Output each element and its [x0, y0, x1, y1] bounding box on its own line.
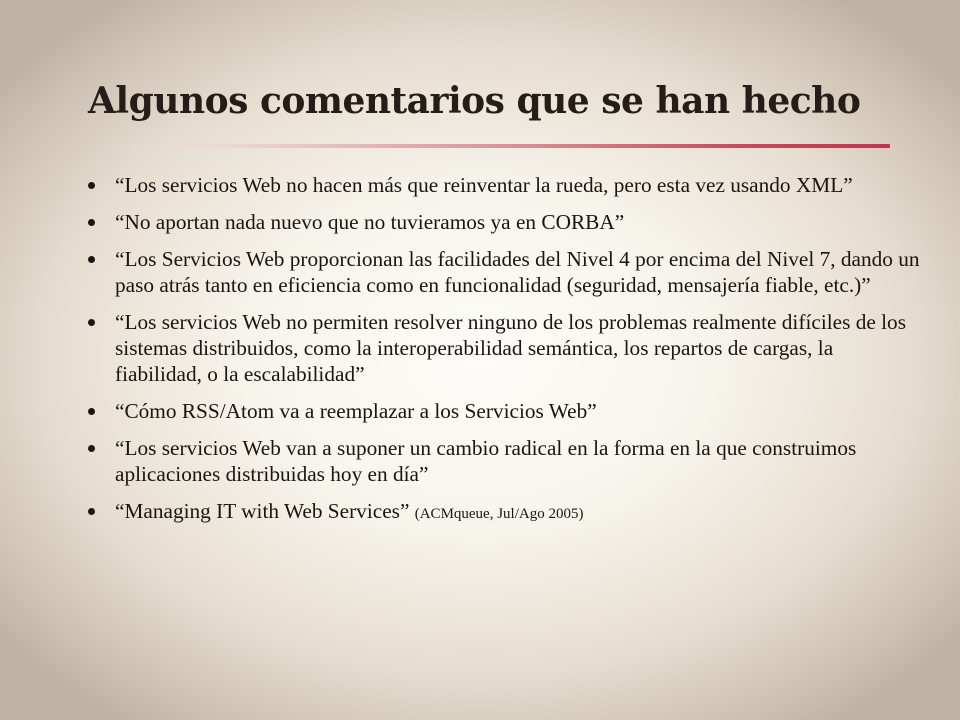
bullet-list	[88, 172, 924, 538]
bullet-text: “Managing IT with Web Services”	[115, 499, 410, 523]
bullet-item	[88, 209, 924, 235]
bullet-text: “Los servicios Web no hacen más que reinventar la rueda, pero esta vez usando XML”	[115, 173, 853, 197]
bullet-item	[88, 309, 924, 387]
bullet-item	[88, 172, 924, 198]
bullet-text: “No aportan nada nuevo que no tuvieramos ya en CORBA”	[115, 210, 625, 234]
bullet-text: “Los servicios Web van a suponer un cambio radical en la forma en la que construimos aplicaciones distribuidas hoy en día”	[115, 436, 857, 486]
bullet-item	[88, 435, 924, 487]
bullet-dot-icon	[88, 256, 95, 263]
bullet-dot-icon	[88, 408, 95, 415]
bullet-item	[88, 498, 924, 527]
bullet-dot-icon	[88, 508, 95, 515]
bullet-dot-icon	[88, 319, 95, 326]
bullet-text: “Los servicios Web no permiten resolver ninguno de los problemas realmente difíciles de los sistemas distribuidos, como la interoperabilidad semántica, los repartos de cargas, la fiabilidad, o la escalabilidad”	[115, 310, 906, 386]
bullet-text: “Los Servicios Web proporcionan las facilidades del Nivel 4 por encima del Nivel 7, dando un paso atrás tanto en eficiencia como en funcionalidad (seguridad, mensajería fiable, etc.)”	[115, 247, 920, 297]
slide-title: Algunos comentarios que se han hecho	[88, 80, 861, 122]
bullet-dot-icon	[88, 219, 95, 226]
title-underline-rule	[84, 144, 890, 148]
bullet-source-citation: (ACMqueue, Jul/Ago 2005)	[414, 506, 584, 522]
bullet-text: “Cómo RSS/Atom va a reemplazar a los Servicios Web”	[115, 399, 597, 423]
bullet-dot-icon	[88, 445, 95, 452]
bullet-item	[88, 398, 924, 424]
bullet-dot-icon	[88, 182, 95, 189]
bullet-item	[88, 246, 924, 298]
